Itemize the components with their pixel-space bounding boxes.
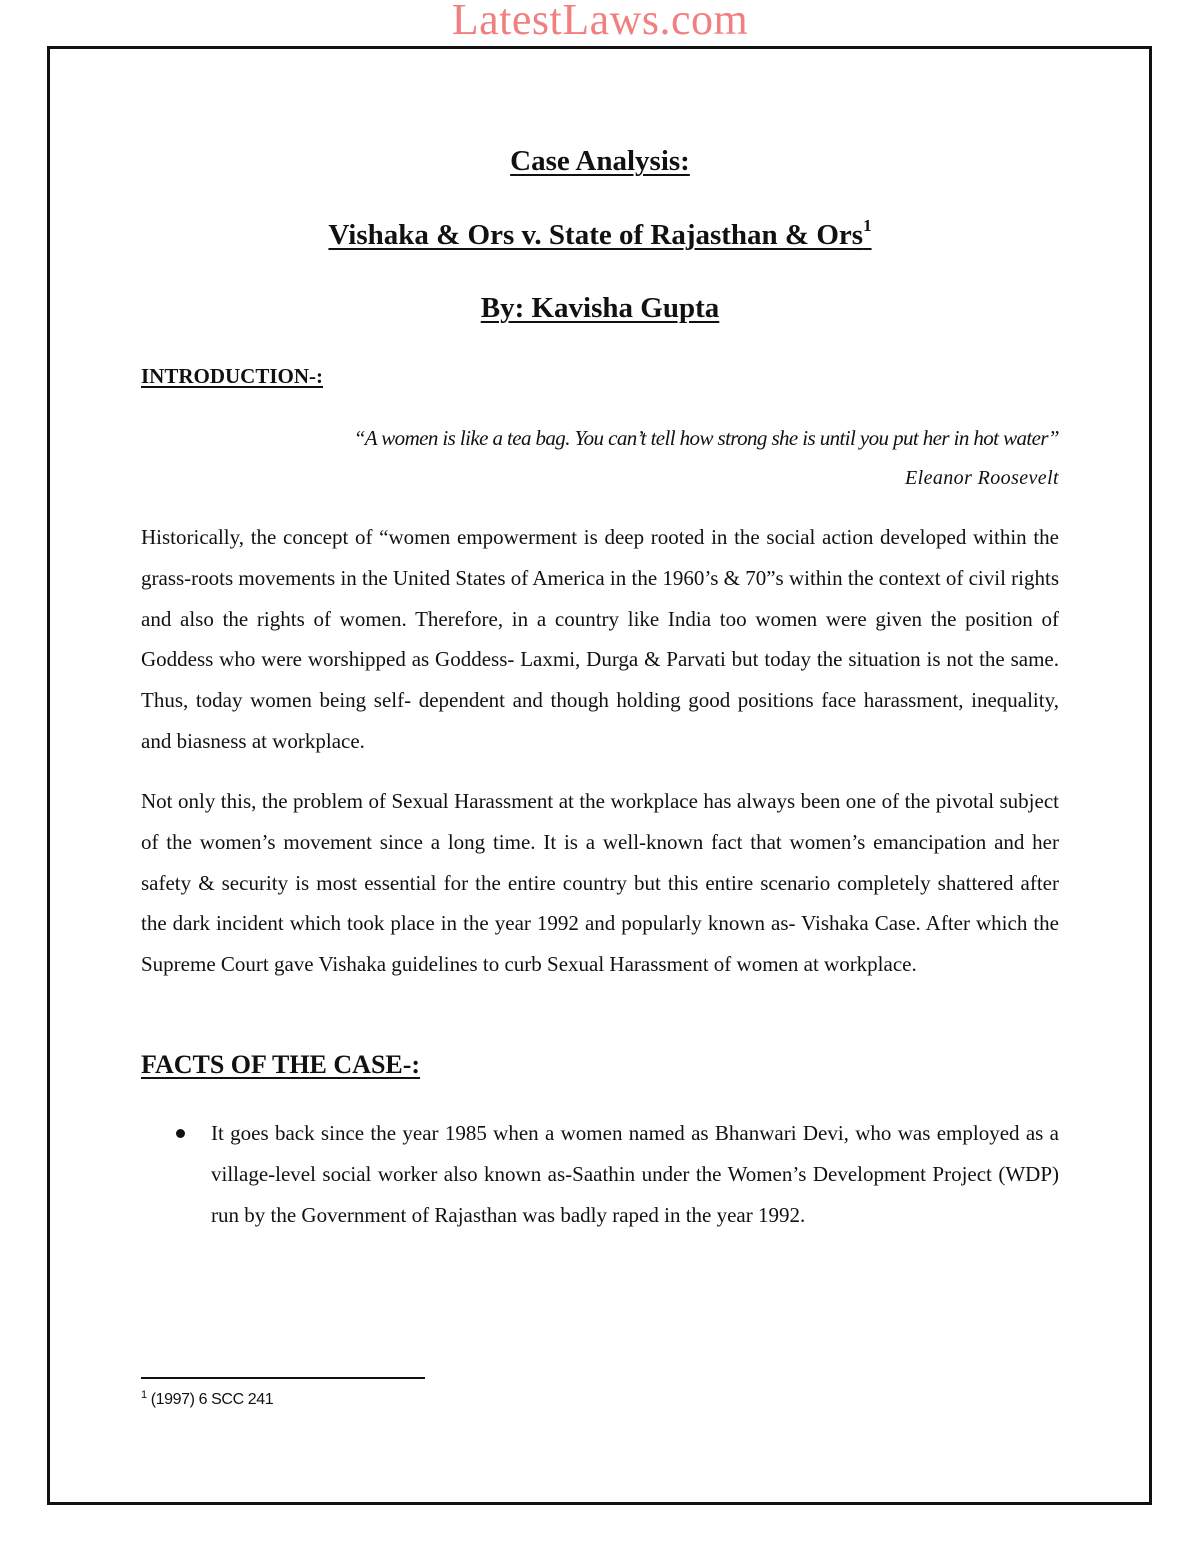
list-item-text: It goes back since the year 1985 when a women named as Bhanwari Devi, who was employed as a village-level social worker also known as-Saathin under the Women’s Development Project (WDP) run by the Government of Rajasthan was badly raped in the year 1992. [211, 1121, 1059, 1227]
introduction-heading: INTRODUCTION-: [141, 364, 324, 388]
page-title: Case Analysis: [510, 145, 690, 177]
bullet-icon [176, 1129, 185, 1138]
intro-paragraph-1: Historically, the concept of “women empowerment is deep rooted in the social action developed within the grass-roots movements in the United States of America in the 1960’s & 70”s within the context of civil rights and also the rights of women. Therefore, in a country like India too women were given the position of Goddess who were worshipped as Goddess- Laxmi, Durga & Parvati but today the situation is not the same. Thus, today women being self- dependent and though holding good positions face harassment, inequality, and biasness at workplace. [141, 525, 1060, 753]
author-line: By: Kavisha Gupta [480, 292, 720, 324]
footnote [141, 1388, 641, 1412]
footnote-ref: 1 [863, 216, 872, 235]
list-item [141, 1113, 1059, 1235]
facts-list [141, 1113, 1059, 1235]
footnote-text: (1997) 6 SCC 241 [150, 1391, 274, 1408]
watermark-text: LatestLaws.com [451, 0, 749, 44]
case-name [0, 217, 1200, 253]
footnote-separator [141, 1377, 425, 1379]
page-border [47, 46, 1152, 1505]
case-name-text: Vishaka & Ors v. State of Rajasthan & Ors [328, 219, 864, 251]
footnote-number: 1 [141, 1389, 147, 1401]
facts-heading: FACTS OF THE CASE-: [141, 1050, 421, 1079]
epigraph-quote: “A women is like a tea bag. You can’t tell how strong she is until you put her in hot water” [353, 426, 1059, 450]
intro-paragraph-2: Not only this, the problem of Sexual Harassment at the workplace has always been one of the pivotal subject of the women’s movement since a long time. It is a well-known fact that women’s emancipation and her safety & security is most essential for the entire country but this entire scenario completely shattered after the dark incident which took place in the year 1992 and popularly known as- Vishaka Case. After which the Supreme Court gave Vishaka guidelines to curb Sexual Harassment of women at workplace. [141, 789, 1059, 977]
epigraph-author: Eleanor Roosevelt [905, 467, 1059, 489]
